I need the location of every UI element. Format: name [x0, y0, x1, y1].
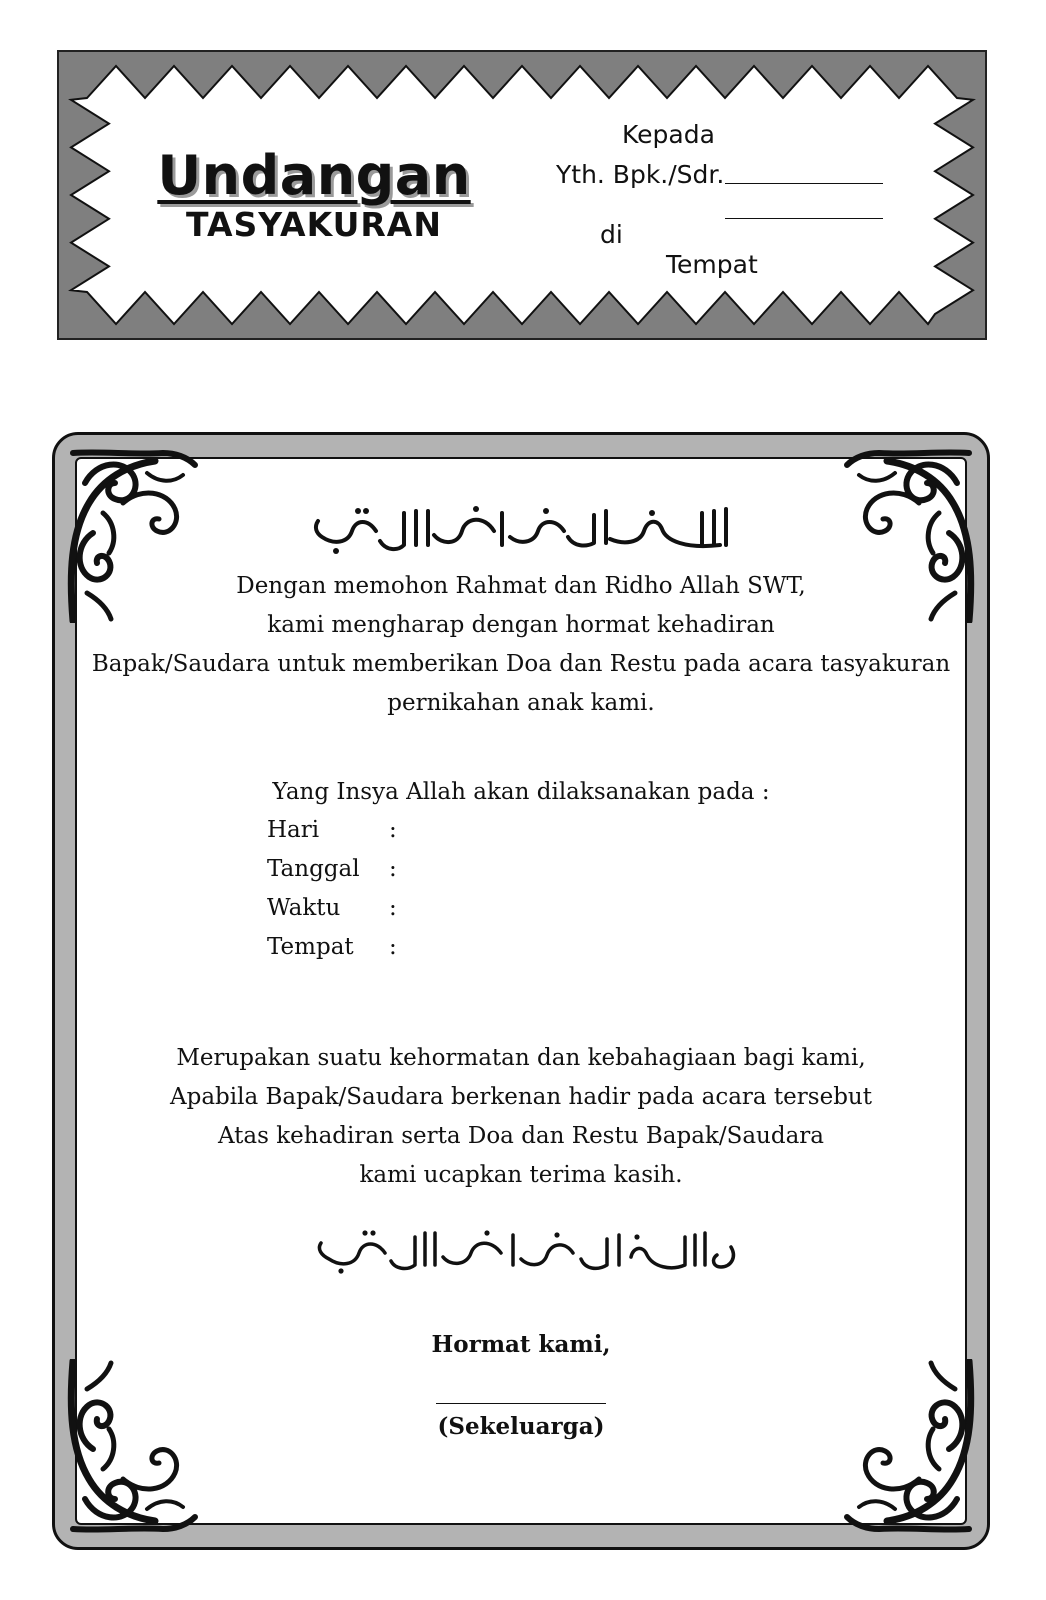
detail-label: Waktu: [267, 895, 341, 921]
salam-calligraphy: [306, 501, 736, 557]
signature-line: [436, 1403, 606, 1404]
di-label: di: [600, 220, 623, 249]
detail-label: Hari: [267, 817, 320, 843]
closing-line: Atas kehadiran serta Doa dan Restu Bapak/Saudara: [217, 1123, 825, 1149]
intro-line: Bapak/Saudara untuk memberikan Doa dan Restu pada acara tasyakuran: [91, 651, 951, 677]
corner-ornament-bottom-left: [63, 1359, 203, 1539]
detail-label: Tanggal: [267, 856, 360, 882]
intro-paragraph: [55, 567, 987, 723]
detail-separator: :: [389, 934, 397, 960]
closing-paragraph: [55, 1039, 987, 1195]
recipient-address-line: [725, 218, 883, 219]
signatory: (Sekeluarga): [437, 1413, 605, 1440]
detail-label: Tempat: [267, 934, 354, 960]
intro-line: kami mengharap dengan hormat kehadiran: [267, 612, 775, 638]
closing-line: Merupakan suatu kehormatan dan kebahagiaan bagi kami,: [176, 1045, 866, 1071]
to-label: Kepada: [622, 120, 715, 149]
intro-line: pernikahan anak kami.: [387, 690, 655, 716]
detail-separator: :: [389, 856, 397, 882]
schedule-intro: Yang Insya Allah akan dilaksanakan pada :: [272, 779, 770, 805]
envelope-subtitle: TASYAKURAN: [186, 205, 442, 244]
detail-separator: :: [389, 817, 397, 843]
recipient-label: Yth. Bpk./Sdr.: [556, 160, 725, 189]
recipient-name-line: [725, 183, 883, 184]
place-label: Tempat: [666, 250, 758, 279]
sign-greeting: Hormat kami,: [431, 1331, 611, 1358]
envelope-label: [57, 50, 987, 340]
closing-line: kami ucapkan terima kasih.: [359, 1162, 683, 1188]
envelope-title: Undangan: [157, 144, 471, 207]
closing-salam-calligraphy: [301, 1225, 741, 1275]
invitation-card: [52, 432, 990, 1550]
detail-separator: :: [389, 895, 397, 921]
corner-ornament-bottom-right: [839, 1359, 979, 1539]
closing-line: Apabila Bapak/Saudara berkenan hadir pada acara tersebut: [170, 1084, 872, 1110]
intro-line: Dengan memohon Rahmat dan Ridho Allah SWT,: [236, 573, 806, 599]
